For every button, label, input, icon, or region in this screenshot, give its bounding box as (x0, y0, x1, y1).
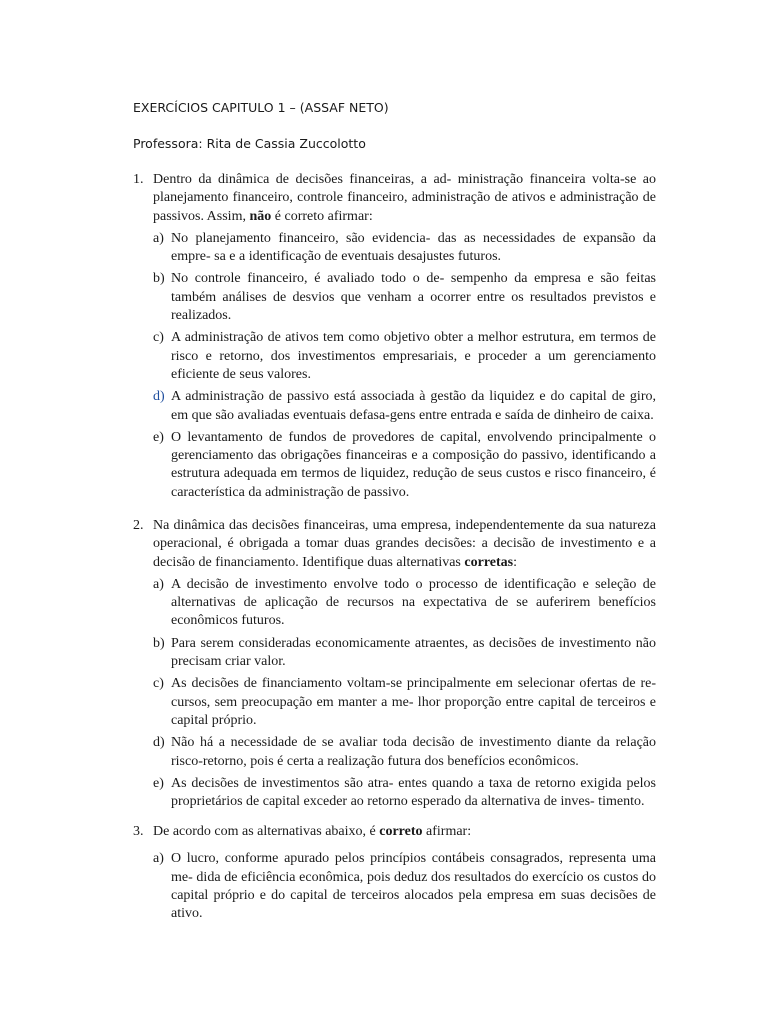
document-title: EXERCÍCIOS CAPITULO 1 – (ASSAF NETO) (133, 100, 389, 115)
question-number: 2. (133, 518, 144, 533)
option-a: a) A decisão de investimento envolve todo o processo de identificação e seleção de alternativas de aplicação de recursos na expectativa de se auferirem benefícios econômicos futuros. (153, 576, 656, 629)
option-d: d) Não há a necessidade de se avaliar toda decisão de investimento diante da relação risco-retorno, pois é certa a realização futura dos benefícios econômicos. (153, 735, 656, 769)
option-c: c) As decisões de financiamento voltam-se principalmente em selecionar ofertas de re- cursos, sem preocupação em manter a me- lhor proporção entre capital de terceiros e capital próprio. (153, 676, 656, 728)
option-d: d) A administração de passivo está associada à gestão da liquidez e do capital de giro, em que são avaliadas eventuais defasa-gens entre entrada e saída de dinheiro de caixa. (153, 389, 656, 423)
option-e: e) As decisões de investimentos são atra- entes quando a taxa de retorno exigida pelos proprietários de capital exceder ao retorno esperado da alternativa de inves- timento. (153, 775, 656, 810)
question-number: 1. (133, 172, 144, 187)
question-text: De acordo com as alternativas abaixo, é correto afirmar: (153, 824, 472, 839)
question-2 (133, 517, 656, 811)
option-a: a) O lucro, conforme apurado pelos princípios contábeis consagrados, representa uma me- dida de eficiência econômica, pois deduz dos resultados do exercício os custos do capital próprio e do capital de terceiros alocados pela empresa em suas decisões de ativo. (153, 851, 656, 922)
option-b: b) No controle financeiro, é avaliado todo o de- sempenho da empresa e são feitas também análises de desvios que venham a ocorrer entre os resultados previstos e realizados. (153, 271, 656, 324)
teacher-name: Professora: Rita de Cassia Zuccolotto (133, 136, 366, 151)
question-number: 3. (133, 824, 144, 839)
question-text: Na dinâmica das decisões financeiras, uma empresa, independentemente da sua natureza operacional, é obrigada a tomar duas grandes decisões: a decisão de investimento e a decisão de financiamento. Identifique duas alternativas corretas: (153, 518, 656, 570)
question-1 (133, 171, 656, 502)
question-text: Dentro da dinâmica de decisões financeiras, a ad- ministração financeira volta-se ao planejamento financeiro, controle financeiro, administração de ativos e administração de passivos. Assim, não é correto afirmar: (153, 172, 656, 224)
option-e: e) O levantamento de fundos de provedores de capital, envolvendo principalmente o gerenciamento das obrigações financeiras e a composição do passivo, identificando a estrutura adequada em termos de liquidez, redução de seus custos e risco financeiro, é característica da administração de passivo. (153, 429, 656, 500)
option-b: b) Para serem consideradas economicamente atraentes, as decisões de investimento não precisam criar valor. (153, 635, 656, 670)
option-c: c) A administração de ativos tem como objetivo obter a melhor estrutura, em termos de risco e retorno, dos investimentos empresariais, e proceder a um gerenciamento eficiente de seus valores. (153, 330, 656, 382)
option-a: a) No planejamento financeiro, são evidencia- das as necessidades de expansão da empre- sa e a identificação de eventuais desajustes futuros. (153, 230, 656, 265)
question-3 (133, 823, 656, 923)
